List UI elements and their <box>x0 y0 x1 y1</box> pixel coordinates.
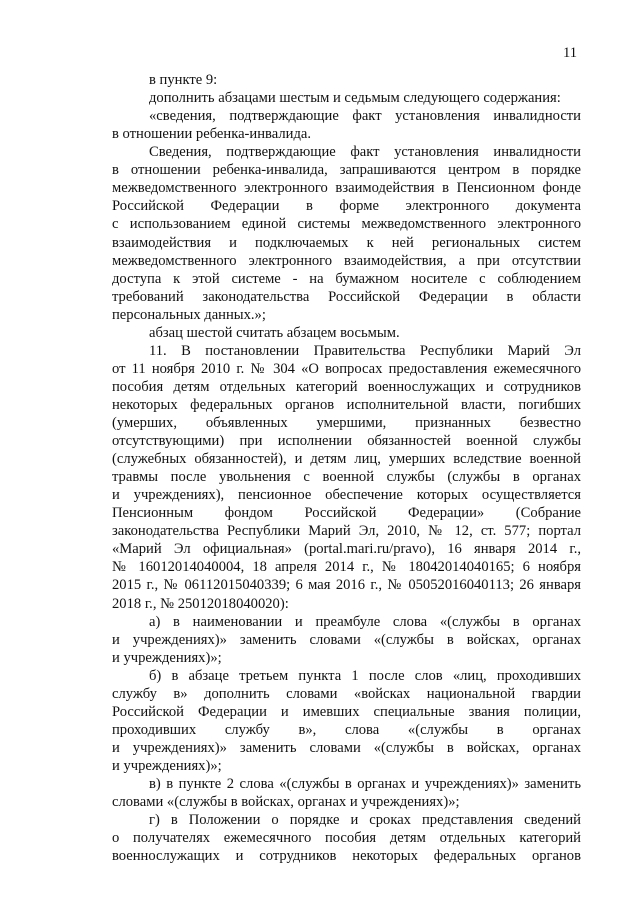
text-line: и учреждениях)» заменить словами «(службы в войсках, органах <box>112 739 581 756</box>
text-line: проходивших службу в», слова «(службы в органах <box>112 721 581 738</box>
text-line: требований законодательства Российской Федерации в области <box>112 288 581 305</box>
text-line: о получателях ежемесячного пособия детям отдельных категорий <box>112 830 581 847</box>
text-line: 2015 г., № 06112015040339; 6 мая 2016 г., № 05052016040113; 26 января <box>112 577 581 594</box>
text-line: и учреждениях)»; <box>112 757 222 774</box>
text-line: пособия детям отдельных категорий военнослужащих и сотрудников <box>112 378 581 395</box>
text-line: взаимодействия и подключаемых к ней региональных систем <box>112 234 581 251</box>
text-line: и учреждениях), пенсионное обеспечение которых осуществляется <box>112 487 581 504</box>
text-line: Российской Федерации и имевших специальные звания полиции, <box>112 703 581 720</box>
text-line: в) в пункте 2 слова «(службы в органах и учреждениях)» заменить <box>149 776 581 792</box>
text-line: Российской Федерации в форме электронного документа <box>112 198 581 215</box>
text-line: словами «(службы в войсках, органах и учреждениях)»; <box>112 794 460 810</box>
text-line: дополнить абзацами шестым и седьмым следующего содержания: <box>149 90 561 106</box>
text-line: в пункте 9: <box>149 72 218 88</box>
text-line: Пенсионным фондом Российской Федерации» (Собрание <box>112 505 581 522</box>
text-line: межведомственного электронного взаимодействия, а при отсутствии <box>112 252 581 269</box>
text-line: военнослужащих и сотрудников некоторых федеральных органов <box>112 848 581 865</box>
text-line: и учреждениях)» заменить словами «(службы в войсках, органах <box>112 631 581 648</box>
text-line: Сведения, подтверждающие факт установления инвалидности <box>149 144 581 161</box>
text-line: 2018 г., № 25012018040020): <box>112 595 289 612</box>
text-line: б) в абзаце третьем пункта 1 после слов «лиц, проходивших <box>149 667 581 684</box>
text-line: от 11 ноября 2010 г. № 304 «О вопросах предоставления ежемесячного <box>112 360 581 377</box>
text-line: (умерших, объявленных умершими, признанных безвестно <box>112 414 581 431</box>
text-line: с использованием единой системы межведомственного электронного <box>112 216 581 233</box>
text-line: некоторых федеральных органов исполнительной власти, погибших <box>112 396 581 413</box>
text-line: г) в Положении о порядке и сроках представления сведений <box>149 812 581 829</box>
text-line: персональных данных.»; <box>112 306 266 323</box>
text-line: (служебных обязанностей), и детям лиц, умерших вследствие военной <box>112 451 581 468</box>
text-line: № 16012014040004, 18 апреля 2014 г., № 18042014040165; 6 ноября <box>112 559 581 576</box>
text-line: отсутствующими) при исполнении обязанностей военной службы <box>112 433 581 449</box>
text-line: межведомственного электронного взаимодействия в Пенсионном фонде <box>112 180 581 197</box>
page-number: 11 <box>562 45 577 61</box>
text-line: «сведения, подтверждающие факт установления инвалидности <box>149 108 581 125</box>
text-line: и учреждениях)»; <box>112 649 222 666</box>
text-line: «Марий Эл официальная» (portal.mari.ru/pravo), 16 января 2014 г., <box>112 541 581 558</box>
text-line: травмы после увольнения с военной службы (службы в органах <box>112 469 581 486</box>
text-line: в отношении ребенка-инвалида. <box>112 126 311 143</box>
text-line: абзац шестой считать абзацем восьмым. <box>149 324 400 341</box>
text-line: службу в» дополнить словами «войсках национальной гвардии <box>112 685 581 702</box>
text-line: в отношении ребенка-инвалида, запрашиваются центром в порядке <box>112 162 581 179</box>
text-line: 11. В постановлении Правительства Республики Марий Эл <box>149 342 581 359</box>
text-line: законодательства Республики Марий Эл, 2010, № 12, ст. 577; портал <box>112 523 581 540</box>
text-line: а) в наименовании и преамбуле слова «(службы в органах <box>149 613 581 630</box>
text-line: доступа к этой системе - на бумажном носителе с соблюдением <box>112 270 581 287</box>
